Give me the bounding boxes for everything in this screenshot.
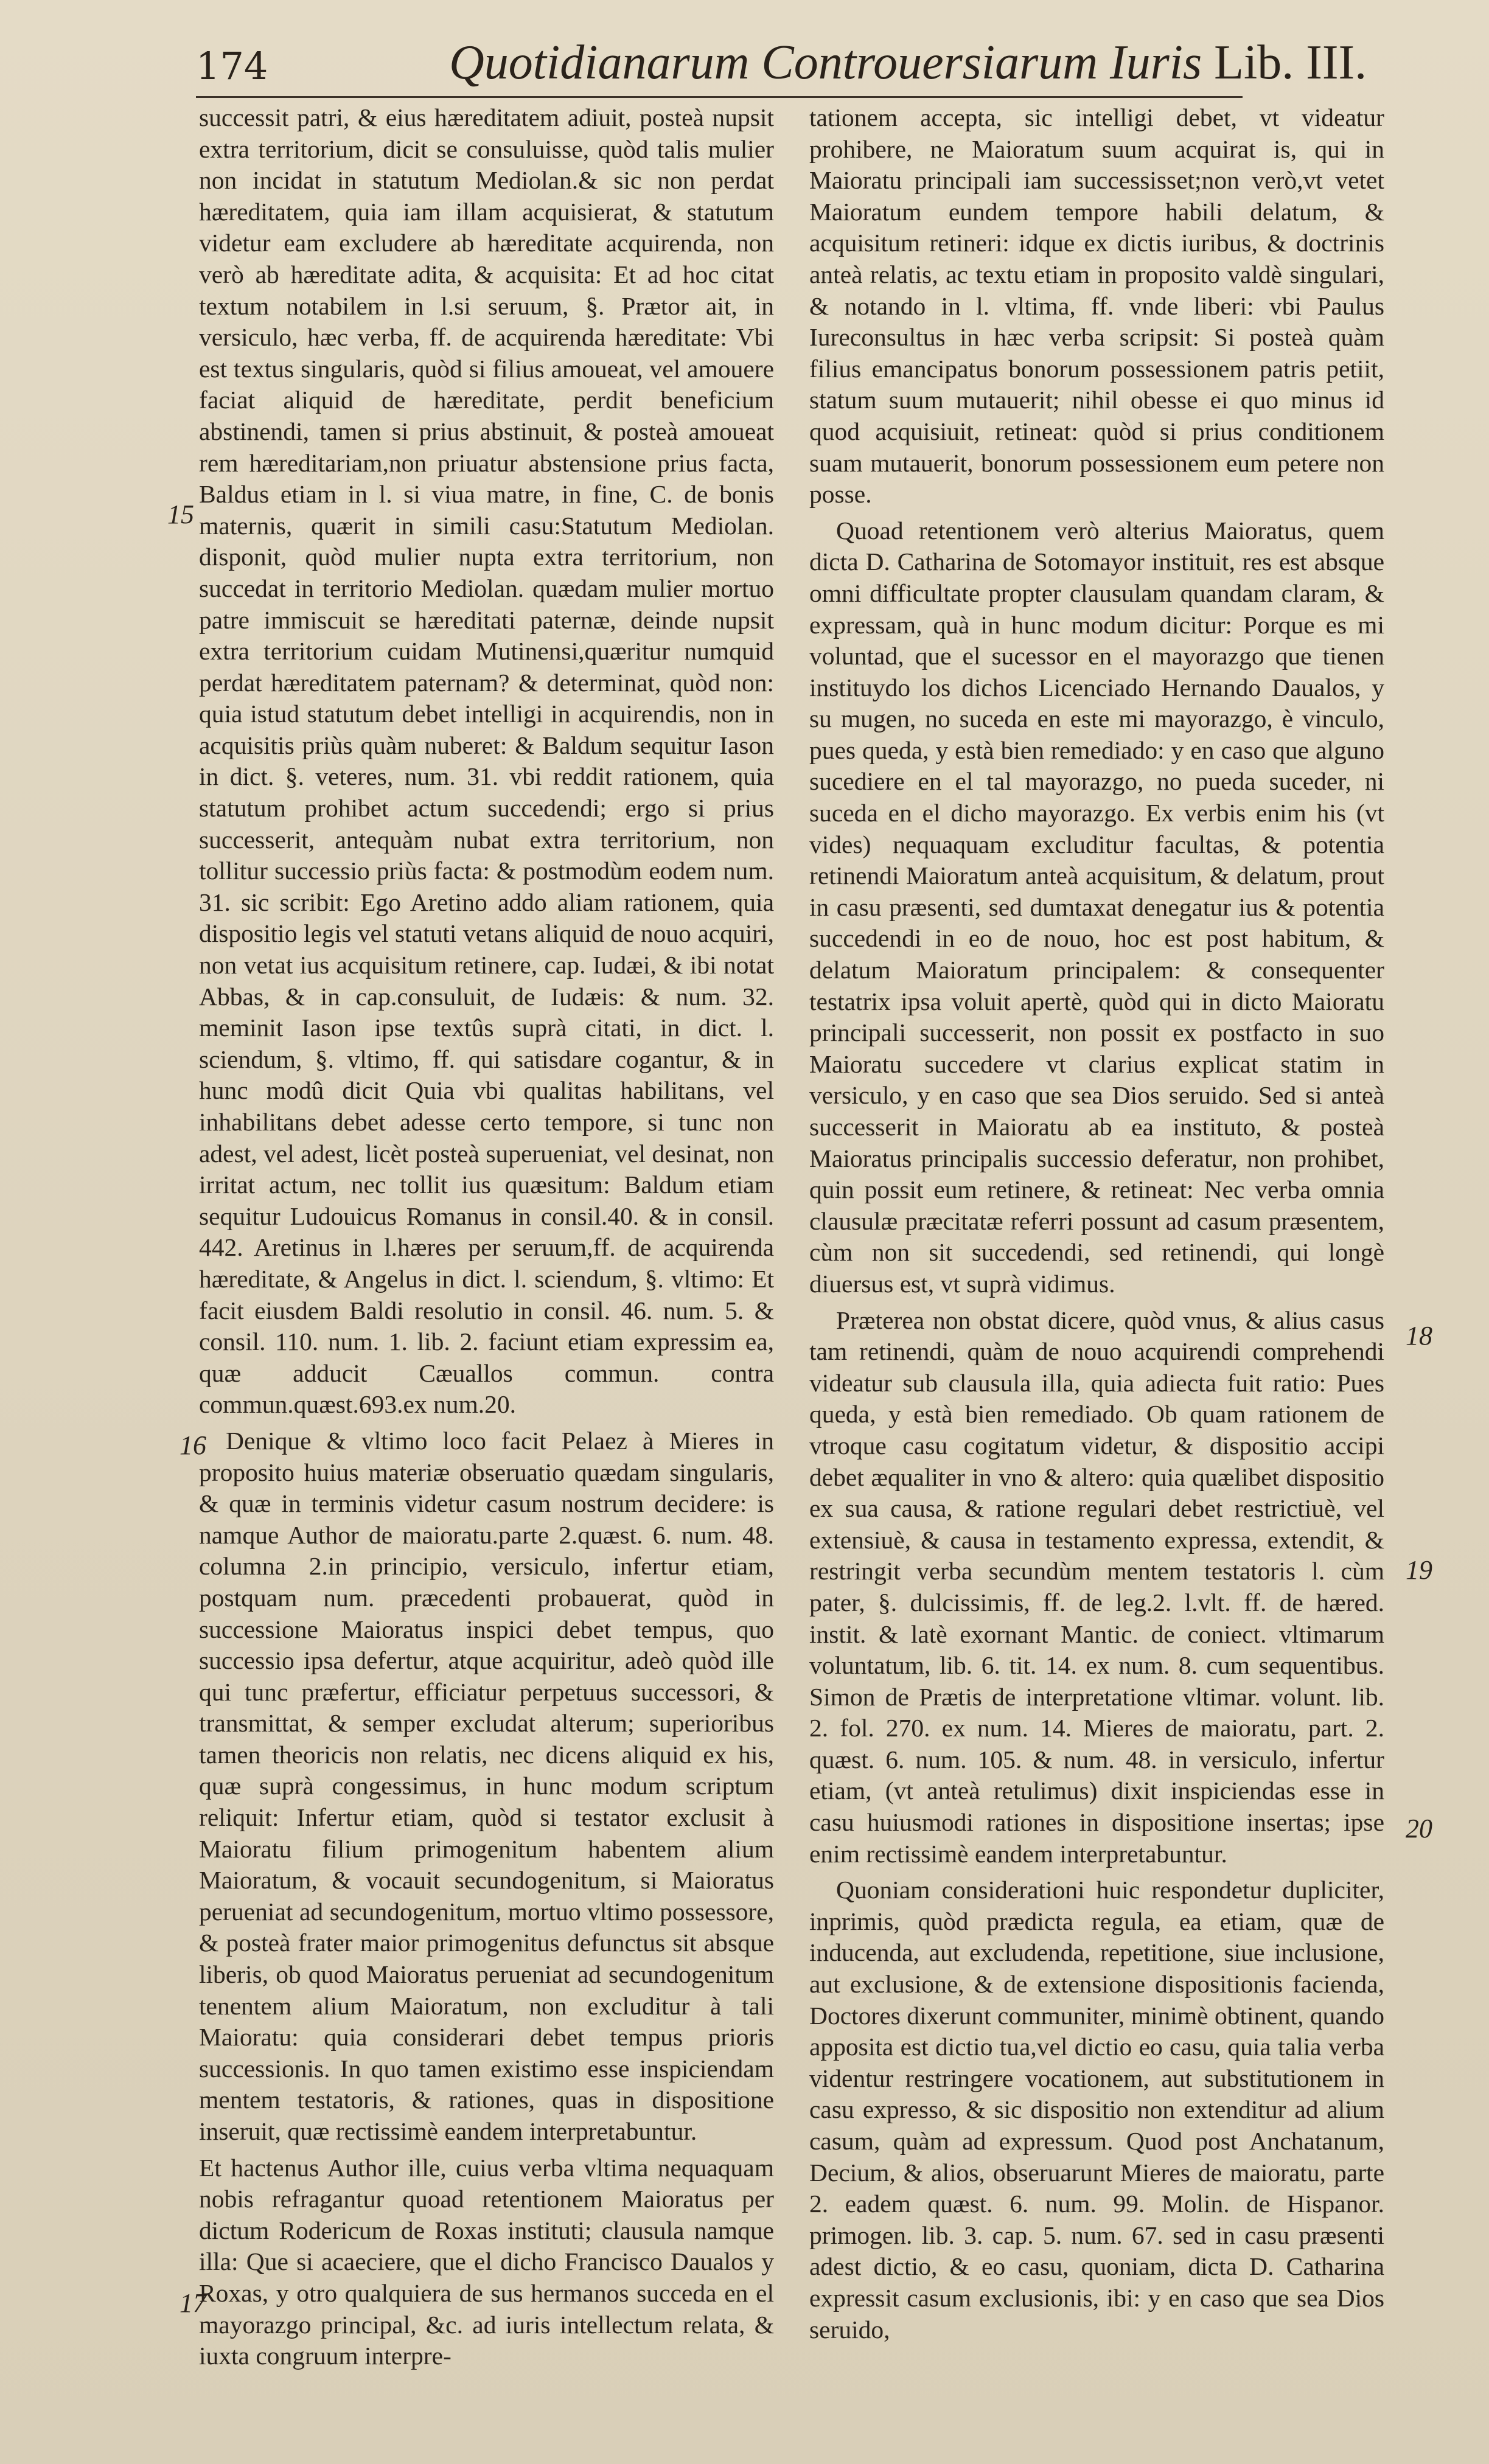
right-paragraph-3: Præterea non obstat dicere, quòd vnus, & alius casus tam retinendi, quàm de nouo acquirendi comprehendi videatur sub clausula illa, quia adiecta fuit ratio: Pues queda, y està bien remediado. Ob quam rationem de vtroque casu cogitatum videtur, & dispositio accipi debet æqualiter in vno & altero: quia quælibet dispositio ex sua causa, & ratione regulari debet restrictiuè, vel extensiuè, & causa in testamento expressa, extendit, & restringit verba secundùm mentem testatoris l. cùm pater, §. dulcissimis, ff. de leg.2. l.vlt. ff. de hæred. instit. & latè exornant Mantic. de coniect. vltimarum voluntatum, lib. 6. tit. 14. ex num. 8. cum sequentibus. Simon de Prætis de interpretatione vltimar. volunt. lib. 2. fol. 270. ex num. 14. Mieres de maioratu, part. 2. quæst. 6. num. 105. & num. 48. in versiculo, infertur etiam, (vt anteà retulimus) dixit inspiciendas esse in casu huiusmodi rationes in dispositione insertas; ipse enim rectissimè eandem interpretabuntur. — [809, 1306, 1384, 1868]
running-title-text: Quotidianarum Controuersiarum Iuris — [449, 36, 1202, 89]
right-paragraph-1: tationem accepta, sic intelligi debet, vt videatur prohibere, ne Maioratum suum acquirat is, qui in Maioratu principali iam successisset;non verò,vt vetet Maioratum eundem tempore habili delatum, & acquisitum retineri: idque ex dictis iuribus, & doctrinis anteà relatis, ac textu etiam in proposito valdè singulari, & notando in l. vltima, ff. vnde liberi: vbi Paulus Iureconsultus in hæc verba scripsit: Si posteà quàm filius emancipatus bonorum possessionem patris petiit, statum suum mutauerit; nihil obesse ei quo minus id quod acquisiuit, retineat: quòd si prius conditionem suam mutauerit, bonorum possessionem eum petere non posse. — [809, 103, 1384, 509]
right-column — [809, 102, 1384, 2451]
margin-number-19: 19 — [1406, 1555, 1432, 1585]
margin-number-15: 15 — [167, 499, 194, 529]
margin-number-20: 20 — [1406, 1814, 1432, 1843]
margin-number-16: 16 — [180, 1430, 206, 1460]
margin-number-18: 18 — [1406, 1321, 1432, 1351]
left-paragraph-1: successit patri, & eius hæreditatem adiuit, posteà nupsit extra territorium, dicit se consuluisse, quòd talis mulier non incidat in statutum Mediolan.& sic non perdat hæreditatem, quia iam illam acquisierat, & statutum videtur eam excludere ab hæreditate acquirenda, non verò ab hæreditate adita, & acquisita: Et ad hoc citat textum notabilem in l.si seruum, §. Prætor ait, in versiculo, hæc verba, ff. de acquirenda hæreditate: Vbi est textus singularis, quòd si filius amoueat, vel amouere faciat aliquid de hæreditate, perdit beneficium abstinendi, tamen si prius abstinuit, & posteà amoueat rem hæreditariam,non priuatur abstensione prius facta, Baldus etiam in l. si viua matre, in fine, C. de bonis maternis, quærit in simili casu:Statutum Mediolan. disponit, quòd mulier nupta extra territorium, non succedat in territorio Mediolan. quædam mulier mortuo patre immiscuit se hæreditati paternæ, deinde nupsit extra territorium cuidam Mutinensi,quæritur numquid perdat hæreditatem paternam? & determinat, quòd non: quia istud statutum debet intelligi in acquirendis, non in acquisitis priùs quàm nuberet: & Baldum sequitur Iason in dict. §. veteres, num. 31. vbi reddit rationem, quia statutum prohibet actum succedendi; ergo si prius successerit, antequàm nubat extra territorium, non tollitur successio priùs facta: & postmodùm eodem num. 31. sic scribit: Ego Aretino addo aliam rationem, quia dispositio legis vel statuti vetans aliquid de nouo acquiri, non vetat ius acquisitum retinere, cap. Iudæi, & ibi notat Abbas, & in cap.consuluit, de Iudæis: & num. 32. meminit Iason ipse textûs suprà citati, in dict. l. sciendum, §. vltimo, ff. qui satisdare cogantur, & in hunc modû dicit Quia vbi qualitas habilitans, vel inhabilitans debet adesse certo tempore, si tunc non adest, vel adest, licèt posteà superueniat, vel desinat, non irritat actum, nec tollit ius quæsitum: Baldum etiam sequitur Ludouicus Romanus in consil.40. & in consil. 442. Aretinus in l.hæres per seruum,ff. de acquirenda hæreditate, & Angelus in dict. l. sciendum, §. vltimo: Et facit eiusdem Baldi resolutio in consil. 46. num. 5. & consil. 110. num. 1. lib. 2. faciunt etiam expressim ea, quæ adducit Cæuallos commun. contra commun.quæst.693.ex num.20. — [199, 103, 774, 1419]
page-number: 174 — [196, 44, 268, 88]
header-rule — [196, 96, 1243, 98]
margin-number-17: 17 — [180, 2288, 206, 2318]
left-paragraph-3: Et hactenus Author ille, cuius verba vltima nequaquam nobis refragantur quoad retentionem Maioratus per dictum Rodericum de Roxas instituti; clausula namque illa: Que si acaeciere, que el dicho Francisco Daualos y Roxas, y otro qualquiera de sus hermanos succeda en el mayorazgo principal, &c. ad iuris intellectum relata, & iuxta congruum interpre- — [199, 2153, 774, 2370]
left-column — [199, 102, 774, 2451]
running-title — [449, 35, 1367, 91]
book-label: Lib. III. — [1214, 36, 1367, 89]
right-paragraph-2: Quoad retentionem verò alterius Maioratus, quem dicta D. Catharina de Sotomayor instituit, res est absque omni difficultate propter clausulam quandam claram, & expressam, quà in hunc modum dicitur: Porque es mi voluntad, que el sucessor en el mayorazgo que tienen instituydo los dichos Licenciado Hernando Daualos, y su mugen, no suceda en este mi mayorazgo, è vinculo, pues queda, y està bien remediado: y en caso que alguno sucediere en el tal mayorazgo, no pueda suceder, ni suceda en el dicho mayorazgo. Ex verbis enim his (vt vides) nequaquam excluditur facultas, & potentia retinendi Maioratum anteà acquisitum, & delatum, prout in casu præsenti, sed dumtaxat denegatur ius & potentia succedendi in eo de nouo, hoc est post habitum, & delatum Maioratum principalem: & consequenter testatrix ipsa voluit apertè, quòd qui in dicto Maioratu principali successerit, non possit ex postfacto in suo Maioratu succedere vt clarius explicat statim in versiculo, y en caso que sea Dios seruido. Sed si anteà successerit in Maioratu ab ea instituto, & posteà Maioratus principalis successio deferatur, non prohibet, quin possit eum retinere, & retineat: Nec verba omnia clausulæ præcitatæ referri possunt ad casum præsentem, cùm non sit succedendi, sed retinendi, qui longè diuersus est, vt suprà vidimus. — [809, 516, 1384, 1298]
left-paragraph-2: Denique & vltimo loco facit Pelaez à Mieres in proposito huius materiæ obseruatio quædam singularis, & quæ in terminis videtur casum nostrum decidere: is namque Author de maioratu.parte 2.quæst. 6. num. 48. columna 2.in principio, versiculo, infertur etiam, postquam num. præcedenti probauerat, quòd in successione Maioratus inspici debet tempus, quo successio ipsa defertur, atque acquiritur, adeò quòd ille qui tunc præfertur, efficiatur perpetuus successori, & transmittat, & semper excludat alterum; superioribus tamen theoricis non relatis, nec dicens aliquid ex his, quæ suprà congessimus, in hunc modum scriptum reliquit: Infertur etiam, quòd si testator exclusit à Maioratu filium primogenitum habentem alium Maioratum, & vocauit secundogenitum, si Maioratus perueniat ad secundogenitum, mortuo vltimo possessore, & posteà frater maior primogenitus defunctus sit absque liberis, ob quod Maioratus perueniat ad secundogenitum tenentem alium Maioratum, non excluditur à tali Maioratu: quia considerari debet tempus prioris successionis. In quo tamen existimo esse inspiciendam mentem testatoris, & rationes, quas in dispositione inseruit, quæ rectissimè eandem interpretabuntur. — [199, 1426, 774, 2145]
right-paragraph-4: Quoniam considerationi huic respondetur dupliciter, inprimis, quòd prædicta regula, ea etiam, quæ de inducenda, aut excludenda, repetitione, siue inclusione, aut exclusione, & de extensione dispositionis facienda, Doctores dixerunt communiter, minimè obtinent, quando apposita est dictio tua,vel dictio eo casu, quia talia verba videntur restringere vocationem, aut substitutionem in casu expresso, & sic dispositio non extenditur ad alium casum, quàm ad expressum. Quod post Anchatanum, Decium, & alios, obseruarunt Mieres de maioratu, parte 2. eadem quæst. 6. num. 99. Molin. de Hispanor. primogen. lib. 3. cap. 5. num. 67. sed in casu præsenti adest dictio, & eo casu, quoniam, dicta D. Catharina expressit casum exclusionis, ibi: y en caso que sea Dios seruido, — [809, 1876, 1384, 2344]
